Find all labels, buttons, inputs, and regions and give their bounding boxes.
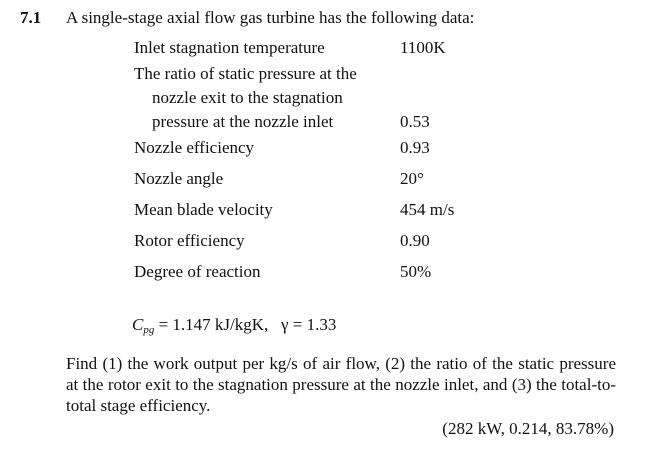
cp-subscript: pg: [143, 324, 155, 336]
problem-number: 7.1: [20, 8, 42, 27]
row-value-degree-of-reaction: 50%: [400, 262, 432, 281]
row-label-rotor-efficiency: Rotor efficiency: [134, 231, 245, 250]
row-label-nozzle-angle: Nozzle angle: [134, 169, 224, 188]
row-label-degree-of-reaction: Degree of reaction: [134, 262, 261, 281]
cp-symbol: C: [132, 315, 144, 334]
equation-line: [132, 315, 336, 340]
row-label-blade-velocity: Mean blade velocity: [134, 200, 273, 219]
row-value-nozzle-efficiency: 0.93: [400, 138, 430, 157]
row-value-pressure-ratio: 0.53: [400, 112, 430, 131]
row-value-nozzle-angle: 20°: [400, 169, 424, 188]
row-value-inlet-temperature: 1100K: [400, 38, 446, 57]
row-value-rotor-efficiency: 0.90: [400, 231, 430, 250]
problem-intro: A single-stage axial flow gas turbine has the following data:: [66, 8, 475, 27]
cp-value: = 1.147 kJ/kgK,: [158, 315, 269, 334]
question-text: Find (1) the work output per kg/s of air flow, (2) the ratio of the static pressure at the rotor exit to the stagnation pressure at the nozzle inlet, and (3) the total-to-total stage efficiency.: [66, 354, 616, 415]
row-label-pressure-ratio-line1: The ratio of static pressure at the: [134, 64, 357, 83]
row-label-inlet-temperature: Inlet stagnation temperature: [134, 38, 325, 57]
row-value-blade-velocity: 454 m/s: [400, 200, 455, 219]
gamma-value: γ = 1.33: [281, 315, 337, 334]
row-label-pressure-ratio-line3: pressure at the nozzle inlet: [152, 112, 334, 131]
row-label-nozzle-efficiency: Nozzle efficiency: [134, 138, 255, 157]
row-label-pressure-ratio-line2: nozzle exit to the stagnation: [152, 88, 343, 107]
answer-text: (282 kW, 0.214, 83.78%): [442, 419, 614, 438]
